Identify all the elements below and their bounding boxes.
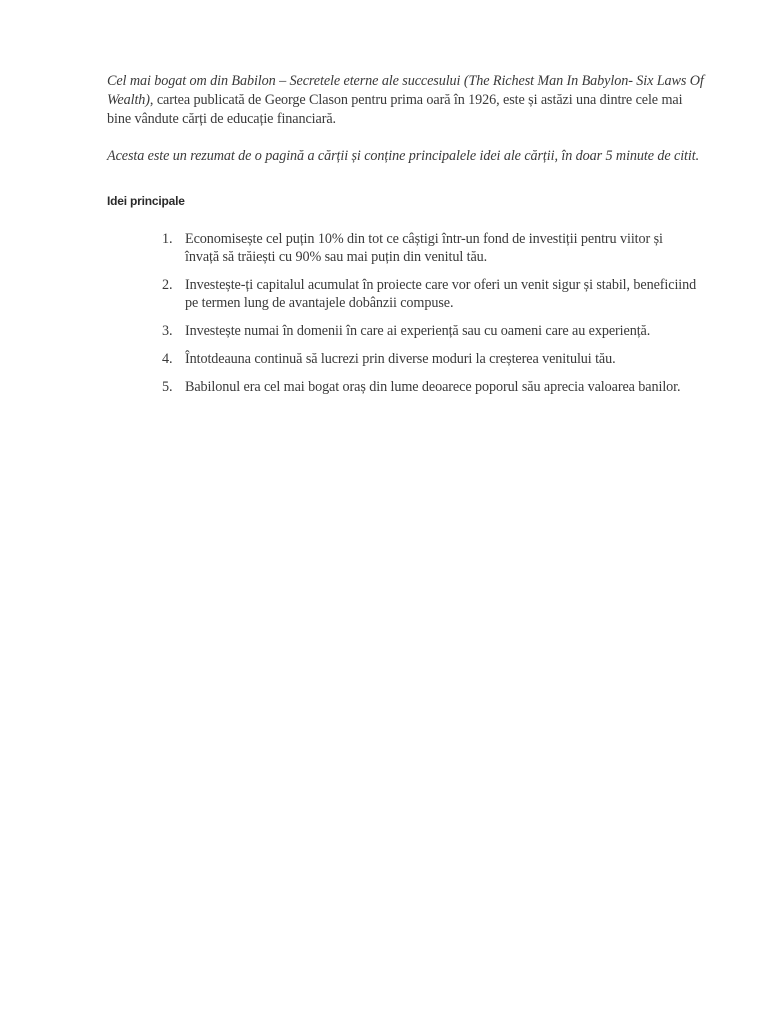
list-item-text: Investește numai în domenii în care ai experiență sau cu oameni care au experiență. [185,323,651,339]
list-item-text: Babilonul era cel mai bogat oraș din lume deoarece poporul său aprecia valoarea banilor. [185,379,681,395]
list-number: 3. [162,323,173,339]
list-item-text: Investește-ți capitalul acumulat în proiecte care vor oferi un venit sigur și stabil, beneficiind pe termen lung de avantajele dobânzii compuse. [185,277,697,311]
list-number: 1. [162,231,173,247]
book-title: Cel mai bogat om din Babilon – Secretele eterne ale succesului (The Richest Man In Babylon- Six Laws Of Wealth) [107,73,704,108]
list-number: 2. [162,277,173,293]
document-page [107,72,707,406]
list-number: 5. [162,379,173,395]
intro-paragraph [107,72,707,129]
list-number: 4. [162,351,173,367]
list-item [107,350,700,368]
ideas-list [107,230,707,396]
list-item [107,276,700,312]
list-item-text: Întotdeauna continuă să lucrezi prin diverse moduri la creșterea venitului tău. [185,351,616,367]
section-heading: Idei principale [107,194,185,208]
list-item [107,230,700,266]
list-item [107,322,700,340]
intro-text: , cartea publicată de George Clason pentru prima oară în 1926, este și astăzi una dintre cele mai bine vândute cărți de educație financiară. [107,92,683,127]
list-item [107,378,700,396]
list-item-text: Economisește cel puțin 10% din tot ce câștigi într-un fond de investiții pentru viitor și învață să trăiești cu 90% sau mai puțin din venitul tău. [185,231,663,265]
summary-note: Acesta este un rezumat de o pagină a cărții și conține principalele idei ale cărții, în doar 5 minute de citit. [107,148,700,164]
